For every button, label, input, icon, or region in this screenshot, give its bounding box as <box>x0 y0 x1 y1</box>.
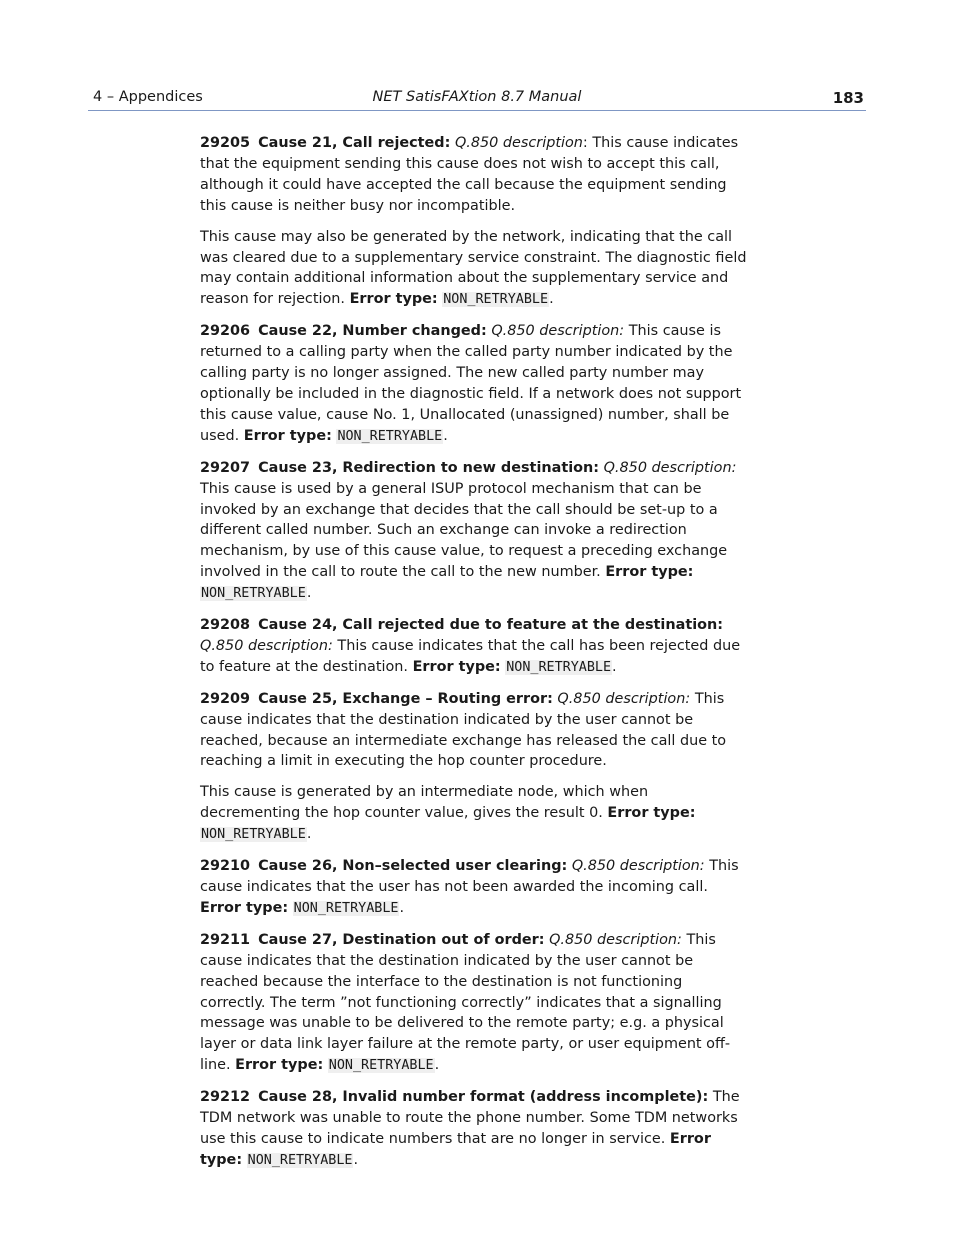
entry-29211: 29211 Cause 27, Destination out of order: Q.850 description: This cause indicates that the destination indicated by the user cannot be reached because the interface to the destination is not functioning correctly. The term ”not functioning correctly” indicates that a signalling message was unable to be delivered to the remote party; e.g. a physical layer or data link layer failure at the remote party, or user equipment off-line. Error type: NON_RETRYABLE. <box>200 931 731 1074</box>
entry-29210: 29210 Cause 26, Non–selected user clearing: Q.850 description: This cause indicates that the user has not been awarded the incoming call. Error type: NON_RETRYABLE. <box>200 858 739 916</box>
error-type-label: Error type: <box>607 805 696 822</box>
entry-title: Cause 21, Call rejected: <box>258 135 451 151</box>
entry-title: Cause 28, Invalid number format (address incomplete): <box>258 1089 709 1106</box>
entry-29208: 29208 Cause 24, Call rejected due to feature at the destination: Q.850 description: This cause indicates that the call has been rejected due to feature at the destination. Error type: NON_RETRYABLE. <box>200 617 741 675</box>
q850-label: Q.850 description <box>454 135 583 151</box>
entry-title: Cause 26, Non–selected user clearing: <box>258 858 568 875</box>
q850-label: Q.850 description <box>549 931 678 948</box>
error-type-value: NON_RETRYABLE <box>201 586 306 602</box>
error-type-label: Error type: <box>200 899 289 916</box>
q850-label: Q.850 description <box>200 637 328 654</box>
entry-description: This cause indicates that the call has been rejected due to feature at the destination. <box>200 637 741 675</box>
entry-number: 29212 <box>200 1089 251 1106</box>
error-type-value: NON_RETRYABLE <box>328 1058 434 1074</box>
entry-29206: 29206 Cause 22, Number changed: Q.850 description: This cause is returned to a calling party when the called party number indicated by the calling party is no longer assigned. The new called party number may optionally be included in the diagnostic field. If a network does not support this cause value, cause No. 1, Unallocated (unassigned) number, shall be used. Error type: NON_RETRYABLE. <box>200 323 742 444</box>
entry-29205: 29205 Cause 21, Call rejected: Q.850 description: This cause indicates that the equipment sending this cause does not wish to accept this call, although it could have accepted the call because the equipment sending this cause is neither busy nor incompatible. <box>200 135 739 214</box>
entry-number: 29205 <box>200 135 251 151</box>
error-type-label: Error type: <box>412 658 501 675</box>
error-type-value: NON_RETRYABLE <box>337 428 443 444</box>
page-header <box>88 89 866 111</box>
entry-description: This cause indicates that the user has not been awarded the incoming call. <box>200 858 739 895</box>
entry-title: Cause 22, Number changed: <box>258 323 487 340</box>
entry-description: This cause is generated by an intermediate node, which when decrementing the hop counter value, gives the result 0. <box>200 784 649 822</box>
q850-label: Q.850 description <box>557 690 686 707</box>
entry-number: 29208 <box>200 617 251 634</box>
entry-description: This cause indicates that the destination indicated by the user cannot be reached, because an intermediate exchange has released the call due to reaching a limit in executing the hop counter procedure. <box>200 690 727 770</box>
entry-number: 29209 <box>200 690 251 707</box>
entry-number: 29211 <box>200 931 251 948</box>
error-type-value: NON_RETRYABLE <box>443 292 549 308</box>
entry-number: 29206 <box>200 323 251 340</box>
header-section: 4 – Appendices <box>93 89 203 105</box>
entry-29209: 29209 Cause 25, Exchange – Routing error: Q.850 description: This cause indicates that the destination indicated by the user cannot be reached, because an intermediate exchange has released the call due to reaching a limit in executing the hop counter procedure. <box>200 690 727 770</box>
entry-number: 29210 <box>200 858 251 875</box>
entry-description: This cause indicates that the destination indicated by the user cannot be reached because the interface to the destination is not functioning correctly. The term ”not functioning correctly” indicates that a signalling message was unable to be delivered to the remote party; e.g. a physical layer or data link layer failure at the remote party, or user equipment off-line. <box>200 931 731 1074</box>
error-type-value: NON_RETRYABLE <box>293 900 399 916</box>
entry-description: This cause is used by a general ISUP protocol mechanism that can be invoked by an exchange that decides that the call should be set-up to a different called number. Such an exchange can invoke a redirection mechanism, by use of this cause value, to request a preceding exchange involved in the call to route the call to the new number. <box>200 480 728 581</box>
page-content <box>200 133 752 1182</box>
entry-description: This cause indicates that the equipment sending this cause does not wish to accept this call, although it could have accepted the call because the equipment sending this cause is neither busy nor incompatible. <box>200 135 739 214</box>
error-type-value: NON_RETRYABLE <box>201 827 306 843</box>
error-type-label: Error type: <box>200 1130 711 1168</box>
error-type-label: Error type: <box>235 1057 324 1074</box>
q850-label: Q.850 description <box>571 858 700 875</box>
entry-29205-continued: This cause may also be generated by the network, indicating that the call was cleared due to a supplementary service constraint. The diagnostic field may contain additional information about the supplementary service and reason for rejection. Error type: NON_RETRYABLE. <box>200 228 747 308</box>
error-type-label: Error type: <box>349 291 438 308</box>
entry-description: This cause may also be generated by the network, indicating that the call was cleared due to a supplementary service constraint. The diagnostic field may contain additional information about the supplementary service and reason for rejection. <box>200 228 747 308</box>
entry-title: Cause 27, Destination out of order: <box>258 931 545 948</box>
entry-29212: 29212 Cause 28, Invalid number format (address incomplete): The TDM network was unable to route the phone number. Some TDM networks use this cause to indicate numbers that are no longer in service. Error type: NON_RETRYABLE. <box>200 1089 740 1168</box>
error-type-value: NON_RETRYABLE <box>506 659 612 675</box>
q850-label: Q.850 description <box>491 323 620 340</box>
entry-29207: 29207 Cause 23, Redirection to new destination: Q.850 description: This cause is used by a general ISUP protocol mechanism that can be invoked by an exchange that decides that the call should be set-up to a different called number. Such an exchange can invoke a redirection mechanism, by use of this cause value, to request a preceding exchange involved in the call to route the call to the new number. Error type: NON_RETRYABLE. <box>200 459 737 602</box>
entry-title: Cause 24, Call rejected due to feature at the destination: <box>258 617 724 634</box>
entry-title: Cause 25, Exchange – Routing error: <box>258 690 553 707</box>
entry-title: Cause 23, Redirection to new destination: <box>258 459 600 476</box>
entry-description: The TDM network was unable to route the phone number. Some TDM networks use this cause to indicate numbers that are no longer in service. <box>200 1089 740 1147</box>
entry-description: This cause is returned to a calling party when the called party number indicated by the calling party is no longer assigned. The new called party number may optionally be included in the diagnostic field. If a network does not support this cause value, cause No. 1, Unallocated (unassigned) number, shall be used. <box>200 323 742 444</box>
error-type-label: Error type: <box>605 564 694 581</box>
error-type-value: NON_RETRYABLE <box>247 1152 353 1168</box>
entry-29209-continued: This cause is generated by an intermediate node, which when decrementing the hop counter value, gives the result 0. Error type: NON_RETRYABLE. <box>200 784 696 843</box>
header-manual-title: NET SatisFAXtion 8.7 Manual <box>372 89 582 105</box>
page-number: 183 <box>832 89 864 107</box>
error-type-label: Error type: <box>243 427 332 444</box>
q850-label: Q.850 description <box>603 459 732 476</box>
entry-number: 29207 <box>200 459 251 476</box>
